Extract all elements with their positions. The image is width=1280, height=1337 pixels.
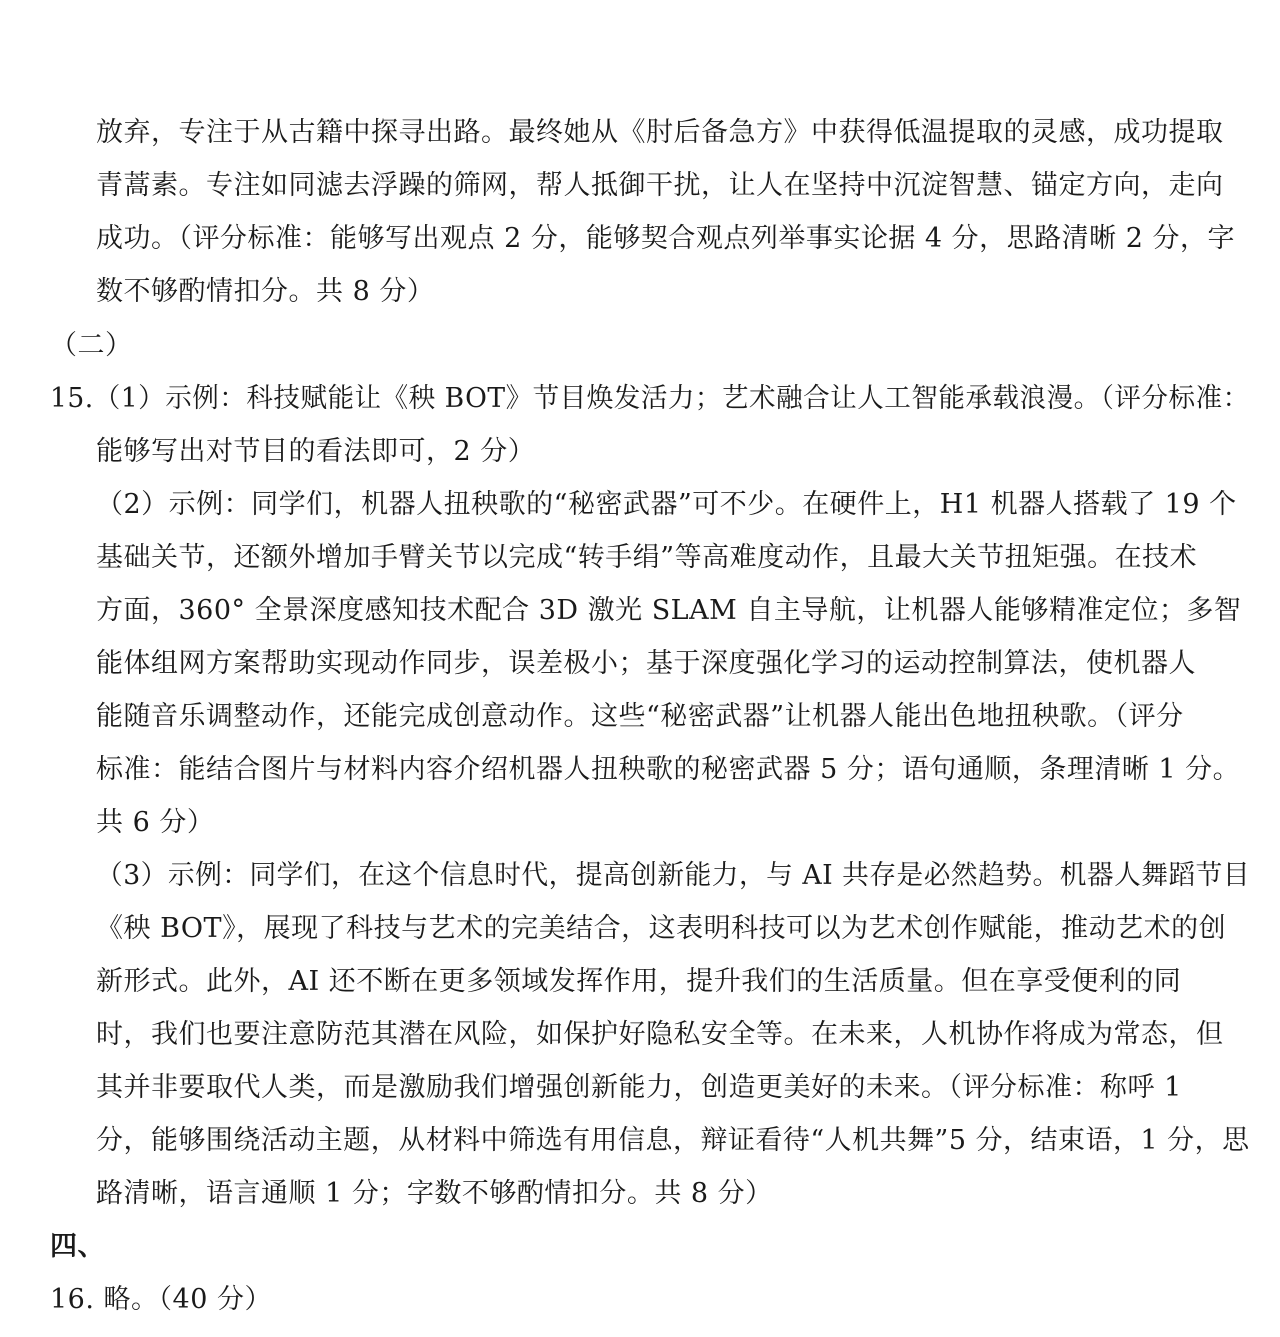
question-15-line: 15.（1）示例：科技赋能让《秧 BOT》节目焕发活力；艺术融合让人工智能承载浪漫。（评分标准： — [50, 383, 1250, 414]
question-15-line: 基础关节，还额外增加手臂关节以完成“转手绢”等高难度动作，且最大关节扭矩强。在技术 — [96, 542, 1198, 573]
question-15-line: 能随音乐调整动作，还能完成创意动作。这些“秘密武器”让机器人能出色地扭秧歌。（评分 — [96, 701, 1184, 732]
question-16-line: 16. 略。（40 分） — [50, 1284, 272, 1315]
question-15-line: 其并非要取代人类，而是激励我们增强创新能力，创造更美好的未来。（评分标准：称呼 1 — [96, 1072, 1182, 1103]
question-15-line: 方面，360° 全景深度感知技术配合 3D 激光 SLAM 自主导航，让机器人能够精准定位；多智 — [96, 595, 1242, 626]
paragraph-line: 放弃，专注于从古籍中探寻出路。最终她从《肘后备急方》中获得低温提取的灵感，成功提取 — [96, 117, 1224, 148]
paragraph-line: 青蒿素。专注如同滤去浮躁的筛网，帮人抵御干扰，让人在坚持中沉淀智慧、锚定方向，走向 — [96, 170, 1224, 201]
question-15-line: 标准：能结合图片与材料内容介绍机器人扭秧歌的秘密武器 5 分；语句通顺，条理清晰 1 分。 — [96, 754, 1241, 785]
question-15-line: （2）示例：同学们，机器人扭秧歌的“秘密武器”可不少。在硬件上，H1 机器人搭载了 19 个 — [96, 489, 1237, 520]
section-heading: （二） — [50, 330, 133, 361]
question-15-line: 时，我们也要注意防范其潜在风险，如保护好隐私安全等。在未来，人机协作将成为常态，但 — [96, 1019, 1224, 1050]
question-15-line: 共 6 分） — [96, 807, 215, 838]
paragraph-line: 数不够酌情扣分。共 8 分） — [96, 276, 435, 307]
question-15-line: 能体组网方案帮助实现动作同步，误差极小；基于深度强化学习的运动控制算法，使机器人 — [96, 648, 1196, 679]
question-15-line: 新形式。此外，AI 还不断在更多领域发挥作用，提升我们的生活质量。但在享受便利的同 — [96, 966, 1182, 997]
paragraph-line: 成功。（评分标准：能够写出观点 2 分，能够契合观点列举事实论据 4 分，思路清晰 2 分，字 — [96, 223, 1236, 254]
question-15-line: 路清晰，语言通顺 1 分；字数不够酌情扣分。共 8 分） — [96, 1178, 773, 1209]
question-15-line: （3）示例：同学们，在这个信息时代，提高创新能力，与 AI 共存是必然趋势。机器人舞蹈节目 — [96, 860, 1251, 891]
section-heading: 四、 — [50, 1231, 105, 1262]
question-15-line: 《秧 BOT》，展现了科技与艺术的完美结合，这表明科技可以为艺术创作赋能，推动艺术的创 — [96, 913, 1227, 944]
question-15-line: 分，能够围绕活动主题，从材料中筛选有用信息，辩证看待“人机共舞”5 分，结束语，1 分，思 — [96, 1125, 1250, 1156]
question-15-line: 能够写出对节目的看法即可，2 分） — [96, 436, 536, 467]
